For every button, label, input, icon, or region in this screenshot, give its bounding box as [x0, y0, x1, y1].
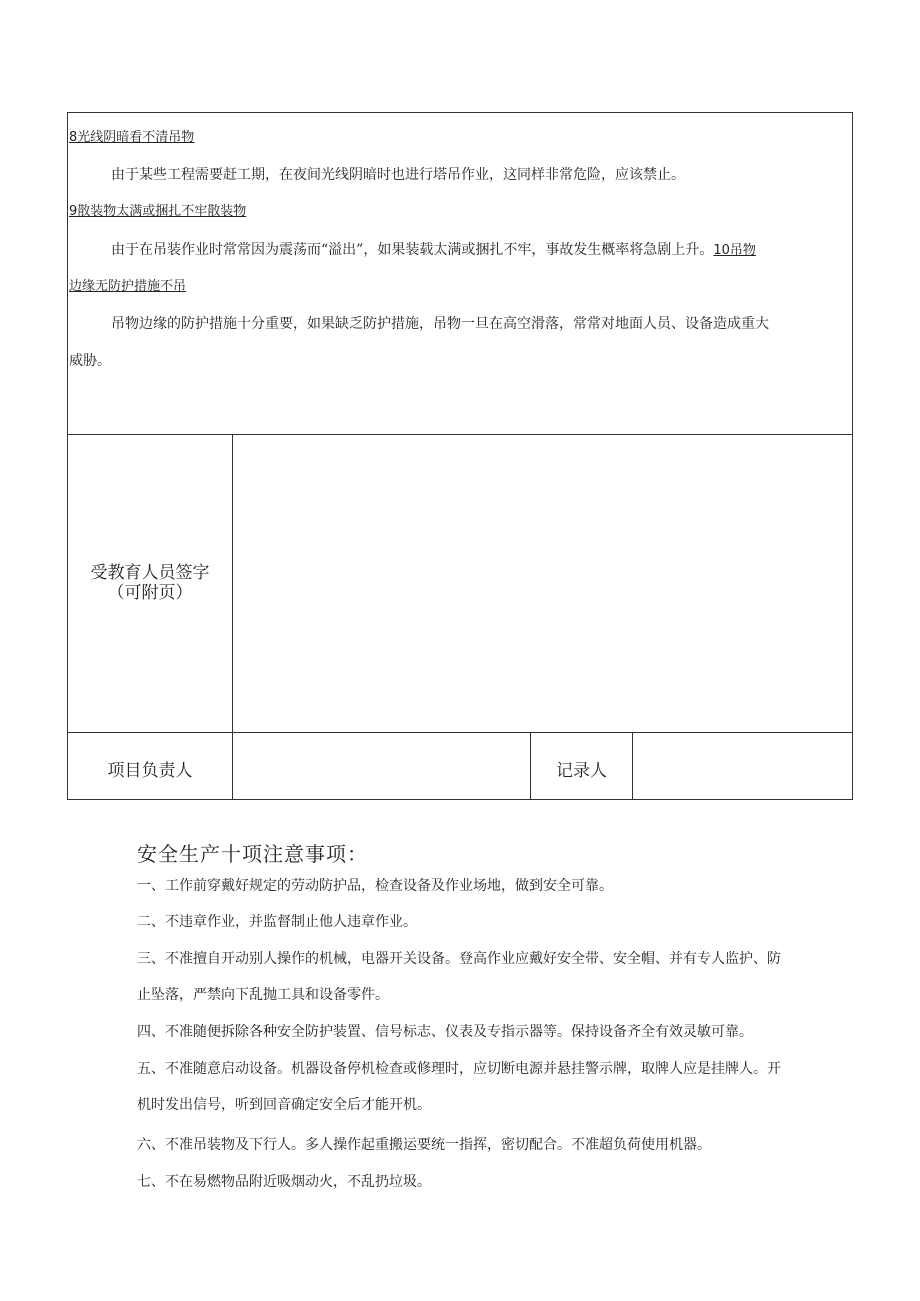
paragraph-10-line2: 威胁。	[69, 353, 111, 369]
notice-item-1: 一、工作前穿戴好规定的劳动防护品，检查设备及作业场地，做到安全可靠。	[137, 878, 613, 894]
paragraph-8: 由于某些工程需要赶工期，在夜间光线阴暗时也进行塔吊作业，这同样非常危险，应该禁止。	[111, 167, 685, 183]
recorder-field[interactable]	[634, 734, 851, 798]
recorder-label: 记录人	[556, 761, 607, 781]
notice-item-5-line1: 五、不准随意启动设备。机器设备停机检查或修理时，应切断电源并悬挂警示牌，取牌人应是挂牌人。开	[137, 1061, 781, 1077]
signature-divider	[232, 434, 233, 733]
content-section	[67, 112, 853, 435]
notice-item-3-line1: 三、不准擅自开动别人操作的机械，电器开关设备。登高作业应戴好安全带、安全帽、并有专人监护、防	[137, 951, 781, 967]
signature-field[interactable]	[234, 436, 851, 731]
project-leader-field[interactable]	[234, 734, 529, 798]
footer-divider-1	[232, 732, 233, 800]
notice-item-6: 六、不准吊装物及下行人。多人操作起重搬运要统一指挥，密切配合。不准超负荷使用机器。	[137, 1137, 711, 1153]
heading-10-start: 10吊物	[713, 243, 756, 258]
project-leader-label: 项目负责人	[107, 761, 193, 781]
notice-item-5-line2: 机时发出信号，听到回音确定安全后才能开机。	[137, 1097, 431, 1113]
paragraph-9	[111, 242, 756, 259]
signature-label-main: 受教育人员签字	[90, 563, 210, 583]
footer-divider-3	[632, 732, 633, 800]
notice-item-4: 四、不准随便拆除各种安全防护装置、信号标志、仪表及专指示器等。保持设备齐全有效灵敏可靠。	[137, 1024, 753, 1040]
notice-item-3-line2: 止坠落，严禁向下乱抛工具和设备零件。	[137, 987, 389, 1003]
paragraph-9-text: 由于在吊装作业时常常因为震荡而“溢出”，如果装载太满或捆扎不牢，事故发生概率将急剧上升。	[111, 242, 714, 258]
signature-label	[68, 563, 232, 603]
heading-10: 边缘无防护措施不吊	[69, 279, 187, 294]
notice-item-2: 二、不违章作业，并监督制止他人违章作业。	[137, 914, 417, 930]
paragraph-10-line1: 吊物边缘的防护措施十分重要，如果缺乏防护措施，吊物一旦在高空滑落，常常对地面人员、设备造成重大	[111, 316, 769, 332]
heading-9: 9散装物太满或捆扎不牢散装物	[69, 204, 247, 219]
notice-item-7: 七、不在易燃物品附近吸烟动火，不乱扔垃圾。	[137, 1174, 431, 1190]
heading-8: 8光线阴暗看不清吊物	[69, 130, 195, 145]
notice-title: 安全生产十项注意事项：	[137, 842, 368, 866]
signature-label-sub: （可附页）	[107, 583, 193, 603]
